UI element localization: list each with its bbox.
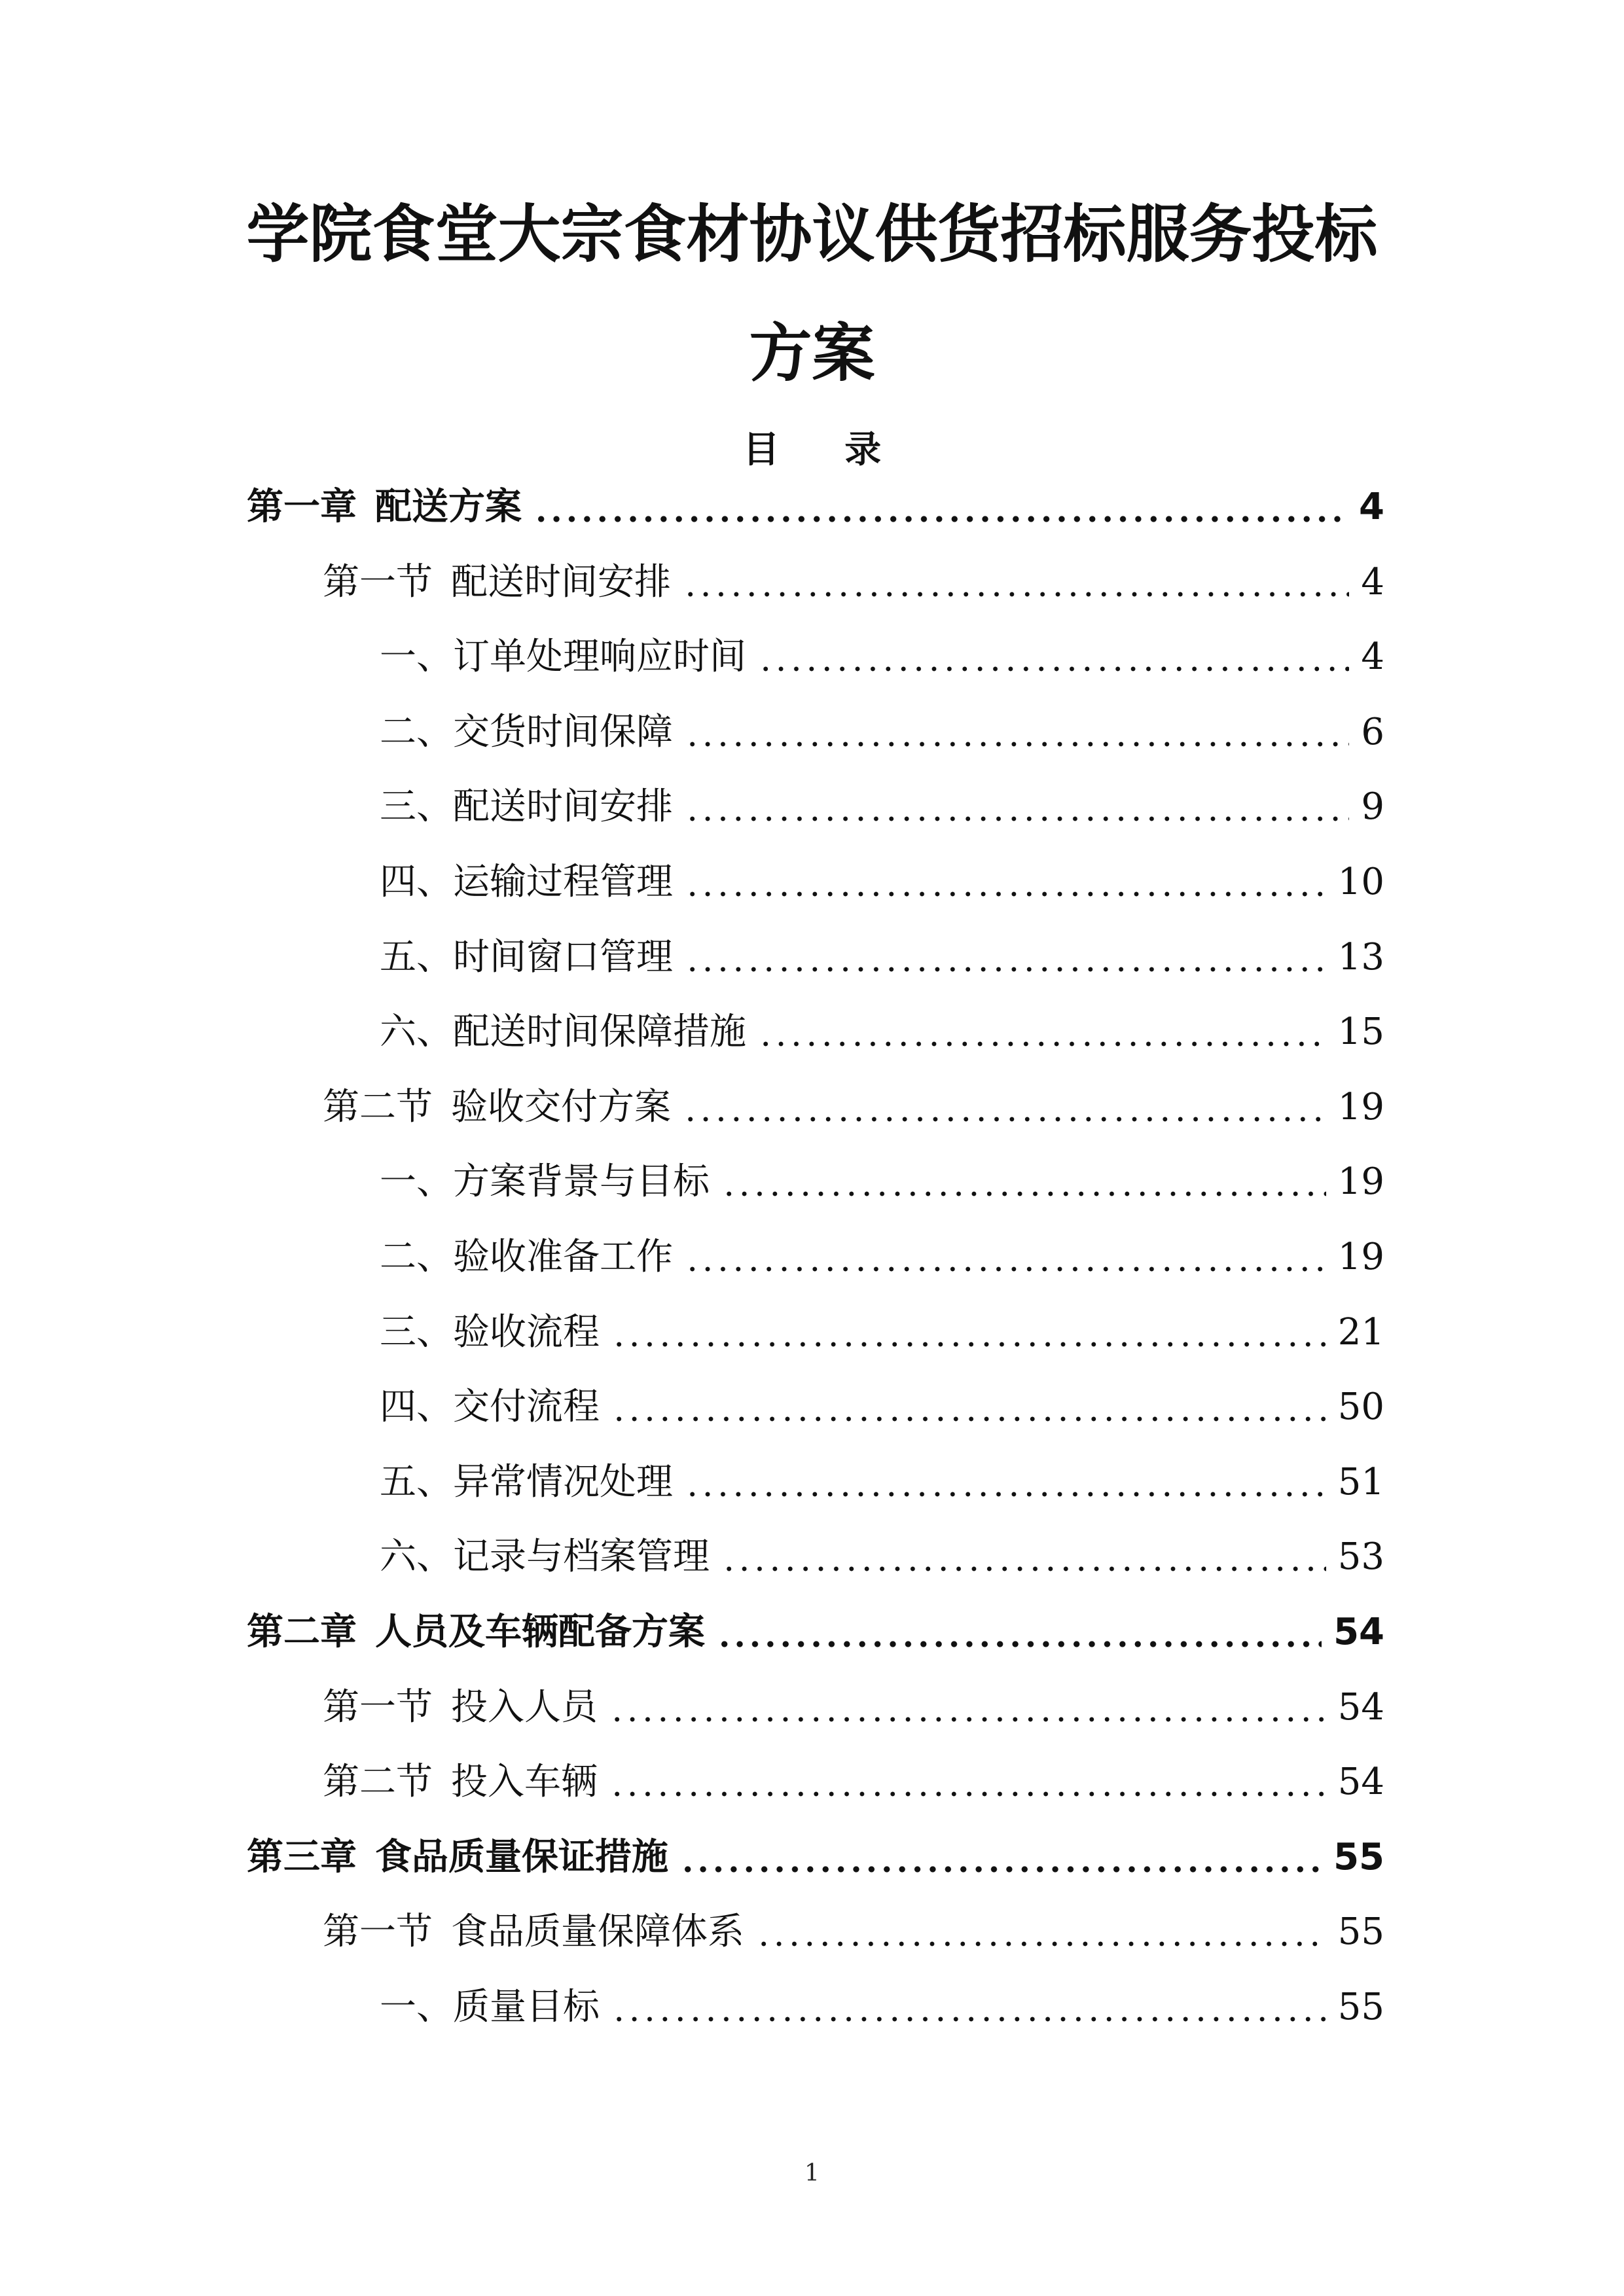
- toc-entry-title: 食品质量保障体系: [451, 1910, 744, 1953]
- toc-dot-leader: [685, 740, 1349, 748]
- toc-entry-title: 验收准备工作: [453, 1236, 673, 1278]
- toc-entry-page-number: 19: [1337, 1160, 1384, 1203]
- toc-dot-leader: [721, 1565, 1326, 1573]
- toc-entry-page-number: 15: [1337, 1011, 1384, 1053]
- toc-entry-title: 运输过程管理: [453, 861, 673, 903]
- toc-entry-number: 四、: [380, 1386, 453, 1428]
- toc-entry-number: 四、: [380, 861, 453, 903]
- toc-entry-item[interactable]: [380, 1381, 1384, 1433]
- toc-entry-number: 六、: [380, 1011, 453, 1053]
- toc-entry-title: 配送时间安排: [451, 561, 671, 603]
- document-title-line-2: 方案: [749, 317, 875, 390]
- toc-entry-section[interactable]: [323, 1081, 1384, 1134]
- toc-entry-section[interactable]: [323, 556, 1384, 609]
- toc-entry-item[interactable]: [380, 856, 1384, 908]
- toc-dot-leader: [611, 1340, 1326, 1348]
- toc-entry-label: [323, 1086, 671, 1128]
- toc-entry-number: 第三章: [247, 1836, 357, 1878]
- toc-entry-title: 交货时间保障: [453, 711, 673, 753]
- toc-dot-leader: [685, 1490, 1326, 1498]
- toc-entry-number: 第二章: [247, 1611, 357, 1653]
- toc-entry-title: 订单处理响应时间: [453, 636, 746, 678]
- toc-entry-title: 食品质量保证措施: [375, 1836, 668, 1878]
- toc-entry-label: [380, 1535, 710, 1578]
- toc-entry-page-number: 9: [1361, 785, 1384, 828]
- toc-entry-label: [323, 1761, 598, 1803]
- toc-entry-title: 方案背景与目标: [453, 1160, 710, 1203]
- toc-entry-page-number: 54: [1333, 1611, 1384, 1653]
- toc-entry-page-number: 6: [1361, 711, 1384, 753]
- toc-entry-label: [247, 1611, 705, 1653]
- toc-entry-label: [380, 1236, 673, 1278]
- toc-entry-label: [380, 1986, 600, 2028]
- document-title-line-1: 学院食堂大宗食材协议供货招标服务投标: [246, 198, 1378, 271]
- toc-entry-page-number: 4: [1361, 636, 1384, 678]
- toc-entry-label: [380, 636, 746, 678]
- toc-entry-title: 交付流程: [453, 1386, 600, 1428]
- toc-entry-number: 一、: [380, 1986, 453, 2028]
- toc-entry-label: [380, 711, 673, 753]
- toc-entry-title: 配送方案: [375, 486, 522, 528]
- toc-entry-label: [247, 1836, 668, 1878]
- toc-entry-item[interactable]: [380, 1531, 1384, 1583]
- toc-entry-section[interactable]: [323, 1906, 1384, 1958]
- toc-entry-item[interactable]: [380, 1006, 1384, 1058]
- toc-entry-item[interactable]: [380, 1456, 1384, 1509]
- toc-entry-number: 第二节: [323, 1086, 433, 1128]
- toc-entry-item[interactable]: [380, 631, 1384, 683]
- toc-dot-leader: [685, 1265, 1326, 1273]
- toc-entry-label: [380, 1011, 746, 1053]
- toc-entry-number: 二、: [380, 1236, 453, 1278]
- toc-entry-label: [323, 1686, 598, 1729]
- toc-entry-page-number: 4: [1359, 486, 1384, 528]
- toc-dot-leader: [611, 1415, 1326, 1423]
- toc-entry-title: 记录与档案管理: [453, 1535, 710, 1578]
- toc-entry-title: 验收流程: [453, 1311, 600, 1354]
- toc-dot-leader: [683, 1115, 1326, 1123]
- toc-entry-page-number: 55: [1337, 1910, 1384, 1953]
- toc-entry-page-number: 10: [1337, 861, 1384, 903]
- toc-entry-page-number: 51: [1337, 1461, 1384, 1503]
- toc-dot-leader: [685, 965, 1326, 973]
- toc-entry-item[interactable]: [380, 1306, 1384, 1359]
- toc-entry-section[interactable]: [323, 1756, 1384, 1808]
- toc-entry-item[interactable]: [380, 1981, 1384, 2034]
- toc-entry-page-number: 54: [1337, 1686, 1384, 1729]
- toc-entry-label: [380, 1386, 600, 1428]
- toc-dot-leader: [685, 815, 1349, 823]
- toc-entry-page-number: 19: [1337, 1086, 1384, 1128]
- toc-entry-number: 五、: [380, 936, 453, 978]
- toc-entry-label: [380, 936, 673, 978]
- toc-entry-number: 三、: [380, 785, 453, 828]
- toc-entry-number: 第一章: [247, 486, 357, 528]
- toc-entry-number: 第一节: [323, 1910, 433, 1953]
- toc-entry-item[interactable]: [380, 1156, 1384, 1208]
- toc-entry-number: 一、: [380, 636, 453, 678]
- toc-entry-number: 二、: [380, 711, 453, 753]
- toc-entry-title: 人员及车辆配备方案: [375, 1611, 705, 1653]
- toc-entry-chapter[interactable]: [247, 1606, 1384, 1659]
- toc-entry-label: [380, 1160, 710, 1203]
- toc-entry-chapter[interactable]: [247, 1831, 1384, 1884]
- toc-entry-label: [380, 1311, 600, 1354]
- toc-entry-title: 配送时间安排: [453, 785, 673, 828]
- toc-entry-number: 一、: [380, 1160, 453, 1203]
- toc-entry-number: 六、: [380, 1535, 453, 1578]
- toc-dot-leader: [756, 1940, 1326, 1948]
- toc-entry-number: 第二节: [323, 1761, 433, 1803]
- toc-entry-label: [323, 561, 671, 603]
- toc-entry-label: [380, 861, 673, 903]
- toc-entry-number: 第一节: [323, 1686, 433, 1729]
- toc-entry-item[interactable]: [380, 931, 1384, 984]
- toc-entry-page-number: 19: [1337, 1236, 1384, 1278]
- toc-entry-section[interactable]: [323, 1681, 1384, 1734]
- toc-entry-item[interactable]: [380, 781, 1384, 833]
- toc-dot-leader: [680, 1865, 1322, 1873]
- toc-entry-page-number: 53: [1337, 1535, 1384, 1578]
- toc-entry-title: 质量目标: [453, 1986, 600, 2028]
- toc-entry-page-number: 4: [1361, 561, 1384, 603]
- toc-entry-label: [323, 1910, 744, 1953]
- toc-entry-title: 投入人员: [451, 1686, 598, 1729]
- toc-dot-leader: [533, 515, 1347, 523]
- toc-entry-page-number: 55: [1337, 1986, 1384, 2028]
- toc-entry-title: 投入车辆: [451, 1761, 598, 1803]
- toc-entry-chapter[interactable]: [247, 481, 1384, 533]
- toc-entry-label: [247, 486, 522, 528]
- toc-dot-leader: [758, 1040, 1326, 1048]
- toc-dot-leader: [721, 1190, 1326, 1198]
- toc-dot-leader: [609, 1790, 1326, 1798]
- toc-entry-page-number: 50: [1337, 1386, 1384, 1428]
- toc-dot-leader: [758, 665, 1349, 673]
- toc-entry-page-number: 13: [1337, 936, 1384, 978]
- toc-entry-number: 第一节: [323, 561, 433, 603]
- toc-entry-title: 验收交付方案: [451, 1086, 671, 1128]
- toc-entry-label: [380, 1461, 673, 1503]
- toc-entry-page-number: 21: [1337, 1311, 1384, 1354]
- toc-entry-page-number: 55: [1333, 1836, 1384, 1878]
- toc-entry-number: 三、: [380, 1311, 453, 1354]
- toc-entry-title: 时间窗口管理: [453, 936, 673, 978]
- toc-entry-title: 配送时间保障措施: [453, 1011, 746, 1053]
- toc-entry-title: 异常情况处理: [453, 1461, 673, 1503]
- page-number: 1: [804, 2160, 820, 2187]
- toc-heading: 目 录: [742, 429, 908, 471]
- toc-entry-label: [380, 785, 673, 828]
- toc-dot-leader: [609, 1715, 1326, 1723]
- toc-entry-item[interactable]: [380, 1231, 1384, 1283]
- toc-entry-page-number: 54: [1337, 1761, 1384, 1803]
- toc-dot-leader: [717, 1640, 1322, 1648]
- toc-dot-leader: [611, 2015, 1326, 2023]
- toc-entry-number: 五、: [380, 1461, 453, 1503]
- toc-dot-leader: [685, 890, 1326, 898]
- toc-dot-leader: [683, 590, 1349, 598]
- toc-entry-item[interactable]: [380, 706, 1384, 759]
